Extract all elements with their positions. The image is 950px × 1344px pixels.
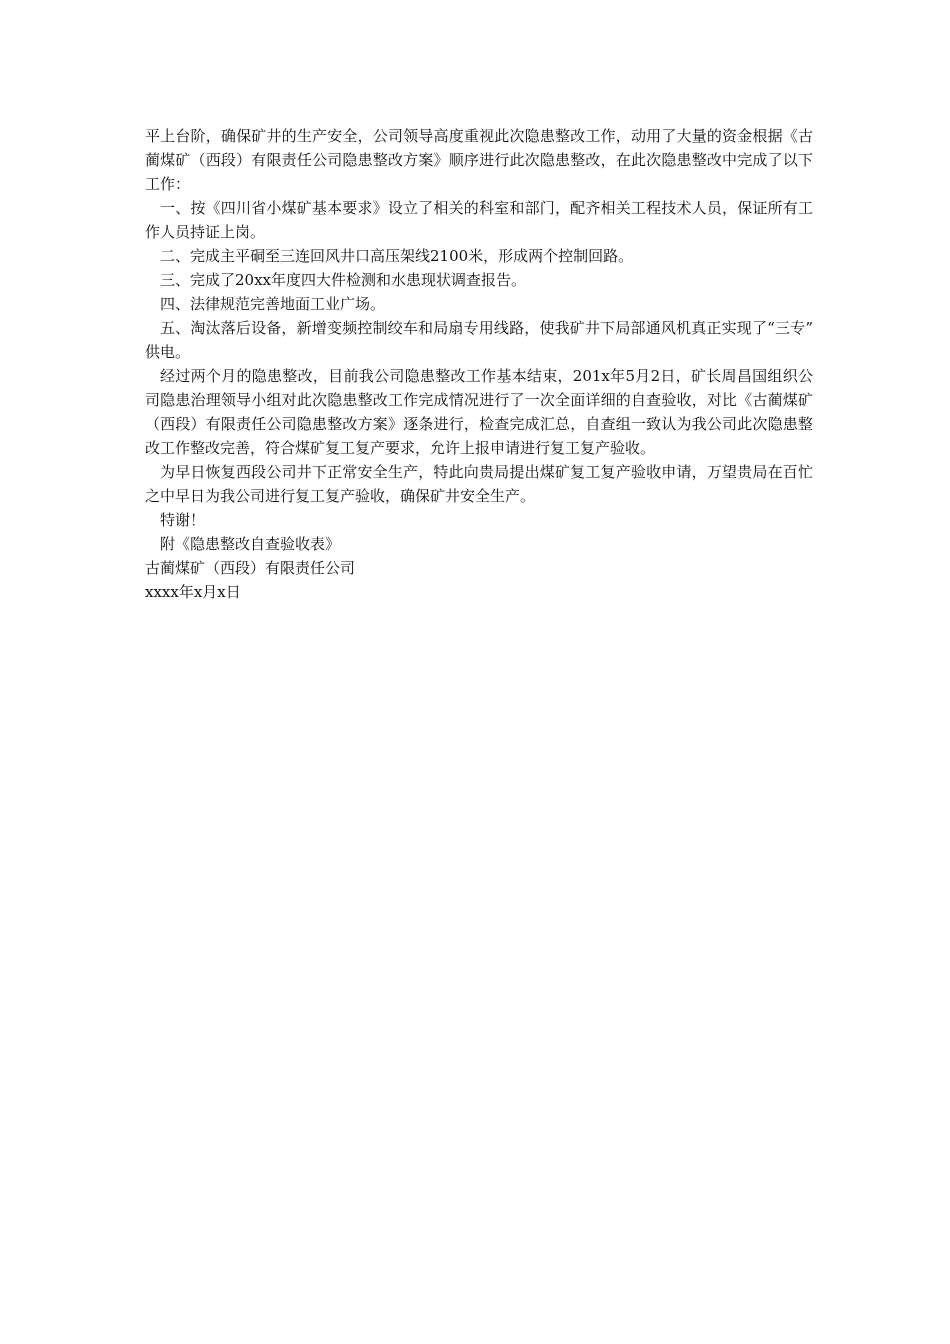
document-page — [145, 124, 813, 604]
signature-company: 古蔺煤矿（西段）有限责任公司 — [145, 559, 356, 577]
paragraph-item-1: 一、按《四川省小煤矿基本要求》设立了相关的科室和部门，配齐相关工程技术人员，保证所有工作人员持证上岗。 — [145, 199, 813, 241]
paragraph-summary: 经过两个月的隐患整改，目前我公司隐患整改工作基本结束，201x年5月2日，矿长周昌国组织公司隐患治理领导小组对此次隐患整改工作完成情况进行了一次全面详细的自查验收，对比《古蔺煤矿（西段）有限责任公司隐患整改方案》逐条进行，检查完成汇总，自查组一致认为我公司此次隐患整改工作整改完善，符合煤矿复工复产要求，允许上报申请进行复工复产验收。 — [145, 367, 813, 457]
paragraph-intro-continued: 平上台阶，确保矿井的生产安全，公司领导高度重视此次隐患整改工作，动用了大量的资金根据《古蔺煤矿（西段）有限责任公司隐患整改方案》顺序进行此次隐患整改，在此次隐患整改中完成了以下工作： — [145, 127, 813, 193]
paragraph-request: 为早日恢复西段公司井下正常安全生产，特此向贵局提出煤矿复工复产验收申请，万望贵局在百忙之中早日为我公司进行复工复产验收，确保矿井安全生产。 — [145, 463, 813, 505]
paragraph-item-5: 五、淘汰落后设备，新增变频控制绞车和局扇专用线路，使我矿井下局部通风机真正实现了“三专”供电。 — [145, 319, 813, 361]
paragraph-attachment: 附《隐患整改自查验收表》 — [160, 535, 341, 553]
paragraph-thanks: 特谢！ — [160, 511, 206, 529]
paragraph-item-3: 三、完成了20xx年度四大件检测和水患现状调查报告。 — [160, 271, 527, 289]
paragraph-item-2: 二、完成主平硐至三连回风井口高压架线2100米，形成两个控制回路。 — [160, 247, 634, 265]
signature-date: xxxx年x月x日 — [145, 583, 241, 601]
paragraph-item-4: 四、法律规范完善地面工业广场。 — [160, 295, 386, 313]
